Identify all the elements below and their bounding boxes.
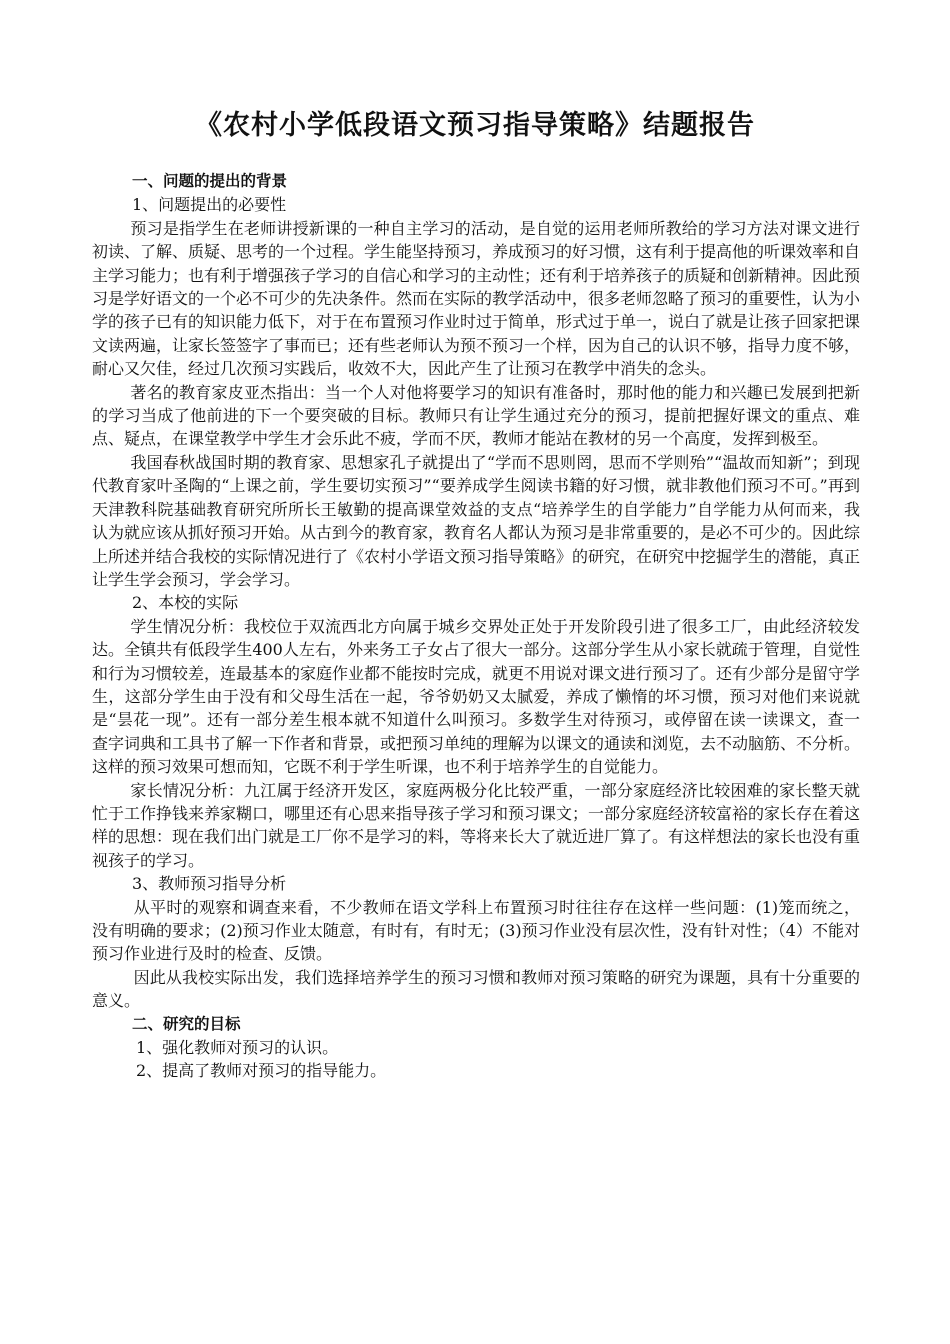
section-heading: 二、研究的目标 xyxy=(132,1014,241,1033)
paragraph: 著名的教育家皮亚杰指出：当一个人对他将要学习的知识有准备时，那时他的能力和兴趣已发展到把新的学习当成了他前进的下一个要突破的目标。教师只有让学生通过充分的预习，提前把握好课文的重点、难点、疑点，在课堂教学中学生才会乐此不疲，学而不厌，教师才能站在教材的另一个高度，发挥到极至。 xyxy=(92,382,860,449)
section-heading: 一、问题的提出的背景 xyxy=(132,172,288,190)
document-title: 《农村小学低段语文预习指导策略》结题报告 xyxy=(195,110,755,141)
subsection-heading: 3、教师预习指导分析 xyxy=(132,874,287,894)
paragraph: 因此从我校实际出发，我们选择培养学生的预习习惯和教师对预习策略的研究为课题，具有十分重要的意义。 xyxy=(92,967,860,1011)
list-item: 1、强化教师对预习的认识。 xyxy=(136,1038,339,1058)
paragraph: 我国春秋战国时期的教育家、思想家孔子就提出了“学而不思则罔，思而不学则殆”“温故而知新”；到现代教育家叶圣陶的“上课之前，学生要切实预习”“要养成学生阅读书籍的好习惯，就非教他们预习不可。”再到天津教科院基础教育研究所所长王敏勤的提高课堂效益的支点“培养学生的自学能力”自学能力从何而来，我认为就应该从抓好预习开始。从古到今的教育家，教育名人都认为预习是非常重要的，是必不可少的。因此综上所述并结合我校的实际情况进行了《农村小学语文预习指导策略》的研究，在研究中挖掘学生的潜能，真正让学生学会预习，学会学习。 xyxy=(92,452,861,589)
paragraph: 从平时的观察和调查来看，不少教师在语文学科上布置预习时往往存在这样一些问题：(1)笼而统之，没有明确的要求；(2)预习作业太随意，有时有，有时无；(3)预习作业没有层次性，没有针对性；（4）不能对预习作业进行及时的检查、反馈。 xyxy=(92,897,860,964)
subsection-heading: 1、问题提出的必要性 xyxy=(132,195,287,215)
paragraph: 家长情况分析：九江属于经济开发区，家庭两极分化比较严重，一部分家庭经济比较困难的家长整天就忙于工作挣钱来养家糊口，哪里还有心思来指导孩子学习和预习课文；一部分家庭经济较富裕的家长存在着这样的思想：现在我们出门就是工厂你不是学习的料，等将来长大了就近进厂算了。有这样想法的家长也没有重视孩子的学习。 xyxy=(92,780,861,870)
list-item: 2、提高了教师对预习的指导能力。 xyxy=(136,1061,387,1081)
paragraph: 学生情况分析：我校位于双流西北方向属于城乡交界处正处于开发阶段引进了很多工厂，由此经济较发达。全镇共有低段学生400人左右，外来务工子女占了很大一部分。这部分学生从小家长就疏于管理，自觉性和行为习惯较差，连最基本的家庭作业都不能按时完成，就更不用说对课文进行预习了。还有少部分是留守学生，这部分学生由于没有和父母生活在一起，爷爷奶奶又太腻爱，养成了懒惰的坏习惯，预习对他们来说就是“昙花一现”。还有一部分差生根本就不知道什么叫预习。多数学生对待预习，或停留在读一读课文，查一查字词典和工具书了解一下作者和背景，或把预习单纯的理解为以课文的通读和浏览，去不动脑筋、不分析。这样的预习效果可想而知，它既不利于学生听课，也不利于培养学生的自觉能力。 xyxy=(92,616,861,777)
paragraph: 预习是指学生在老师讲授新课的一种自主学习的活动，是自觉的运用老师所教给的学习方法对课文进行初读、了解、质疑、思考的一个过程。学生能坚持预习，养成预习的好习惯，这有利于提高他的听课效率和自主学习能力；也有利于增强孩子学习的自信心和学习的主动性；还有利于培养孩子的质疑和创新精神。因此预习是学好语文的一个必不可少的先决条件。然而在实际的教学活动中，很多老师忽略了预习的重要性，认为小学的孩子已有的知识能力低下，对于在布置预习作业时过于简单，形式过于单一，说白了就是让孩子回家把课文读两遍，让家长签签字了事而已；还有些老师认为预不预习一个样，因为自己的认识不够，指导力度不够，耐心又欠佳，经过几次预习实践后，收效不大，因此产生了让预习在教学中消失的念头。 xyxy=(92,218,861,379)
document-body xyxy=(92,170,860,1083)
subsection-heading: 2、本校的实际 xyxy=(132,593,239,613)
